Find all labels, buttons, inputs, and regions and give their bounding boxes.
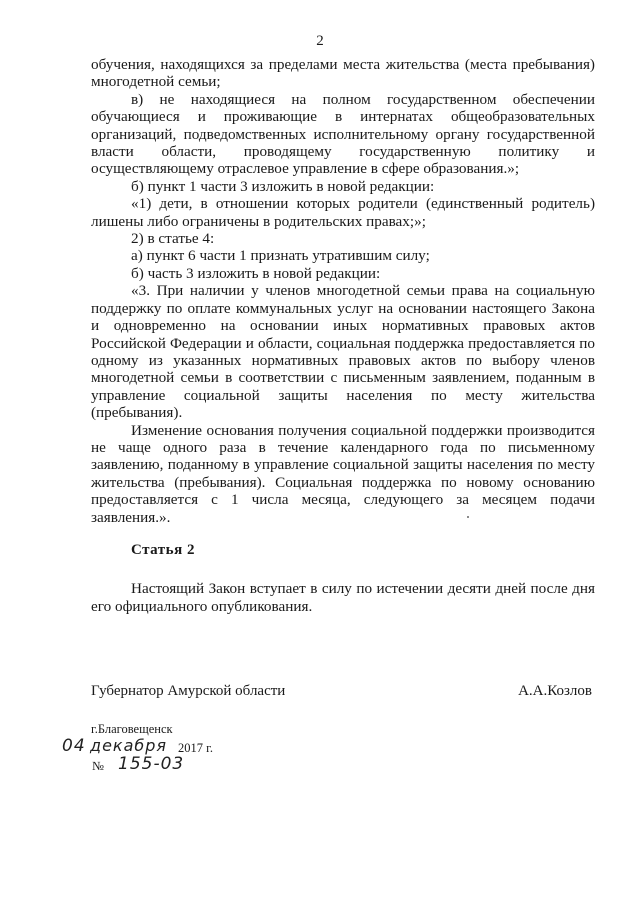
paragraph-item-b2: б) часть 3 изложить в новой редакции:: [131, 264, 381, 282]
paragraph-item-v: в) не находящиеся на полном государственном обеспечении обучающиеся и проживающие в интернатах общеобразовательных организаций, подведомственных исполнительному органу государственной власти области, проводящему государственную политику и осуществляющему отраслевое управление в сфере образования.»;: [91, 90, 595, 178]
law-text: [91, 56, 595, 526]
paragraph-basis-change: Изменение основания получения социальной поддержки производится не чаще одного раза в течение календарного года по письменному заявлению, поданному в управление социальной защиты населения по месту жительства (пребывания). Социальная поддержка по новому основанию предоставляется с 1 числа месяца, следующего за месяцем подачи заявления.».: [91, 421, 595, 526]
place-of-signing: г.Благовещенск: [91, 722, 173, 736]
paragraph-continuation: обучения, находящихся за пределами места жительства (места пребывания) многодетной семьи;: [91, 56, 595, 91]
handwritten-month: декабря: [90, 736, 168, 755]
handwritten-day: 04: [62, 736, 86, 756]
paragraph-item-b: б) пункт 1 части 3 изложить в новой редакции:: [131, 177, 435, 195]
page-number: 2: [316, 33, 324, 49]
signatory-title: Губернатор Амурской области: [91, 683, 286, 699]
final-clause: [91, 580, 595, 616]
scan-speck: [467, 516, 469, 518]
paragraph-quote-1: «1) дети, в отношении которых родители (единственный родитель) лишены либо ограничены в родительских правах;»;: [91, 195, 595, 230]
final-paragraph: Настоящий Закон вступает в силу по истечении десяти дней после дня его официального опубликования.: [91, 580, 595, 615]
handwritten-law-number: 155-03: [118, 754, 185, 774]
paragraph-quote-3: «3. При наличии у членов многодетной семьи права на социальную поддержку по оплате коммунальных услуг на основании настоящего Закона и одновременно на основании иных нормативных правовых актов Российской Федерации и области, социальная поддержка предоставляется по одному из указанных нормативных правовых актов по выбору членов многодетной семьи в соответствии с письменным заявлением, поданным в управление социальной защиты населения по месту жительства (пребывания).: [91, 282, 595, 422]
date-year: 2017 г.: [178, 741, 213, 755]
paragraph-item-a: а) пункт 6 части 1 признать утратившим силу;: [131, 247, 430, 265]
paragraph-article-4: 2) в статье 4:: [131, 230, 215, 248]
signatory-name: А.А.Козлов: [518, 683, 592, 699]
number-label: №: [92, 759, 104, 773]
article-heading: Статья 2: [131, 542, 195, 558]
